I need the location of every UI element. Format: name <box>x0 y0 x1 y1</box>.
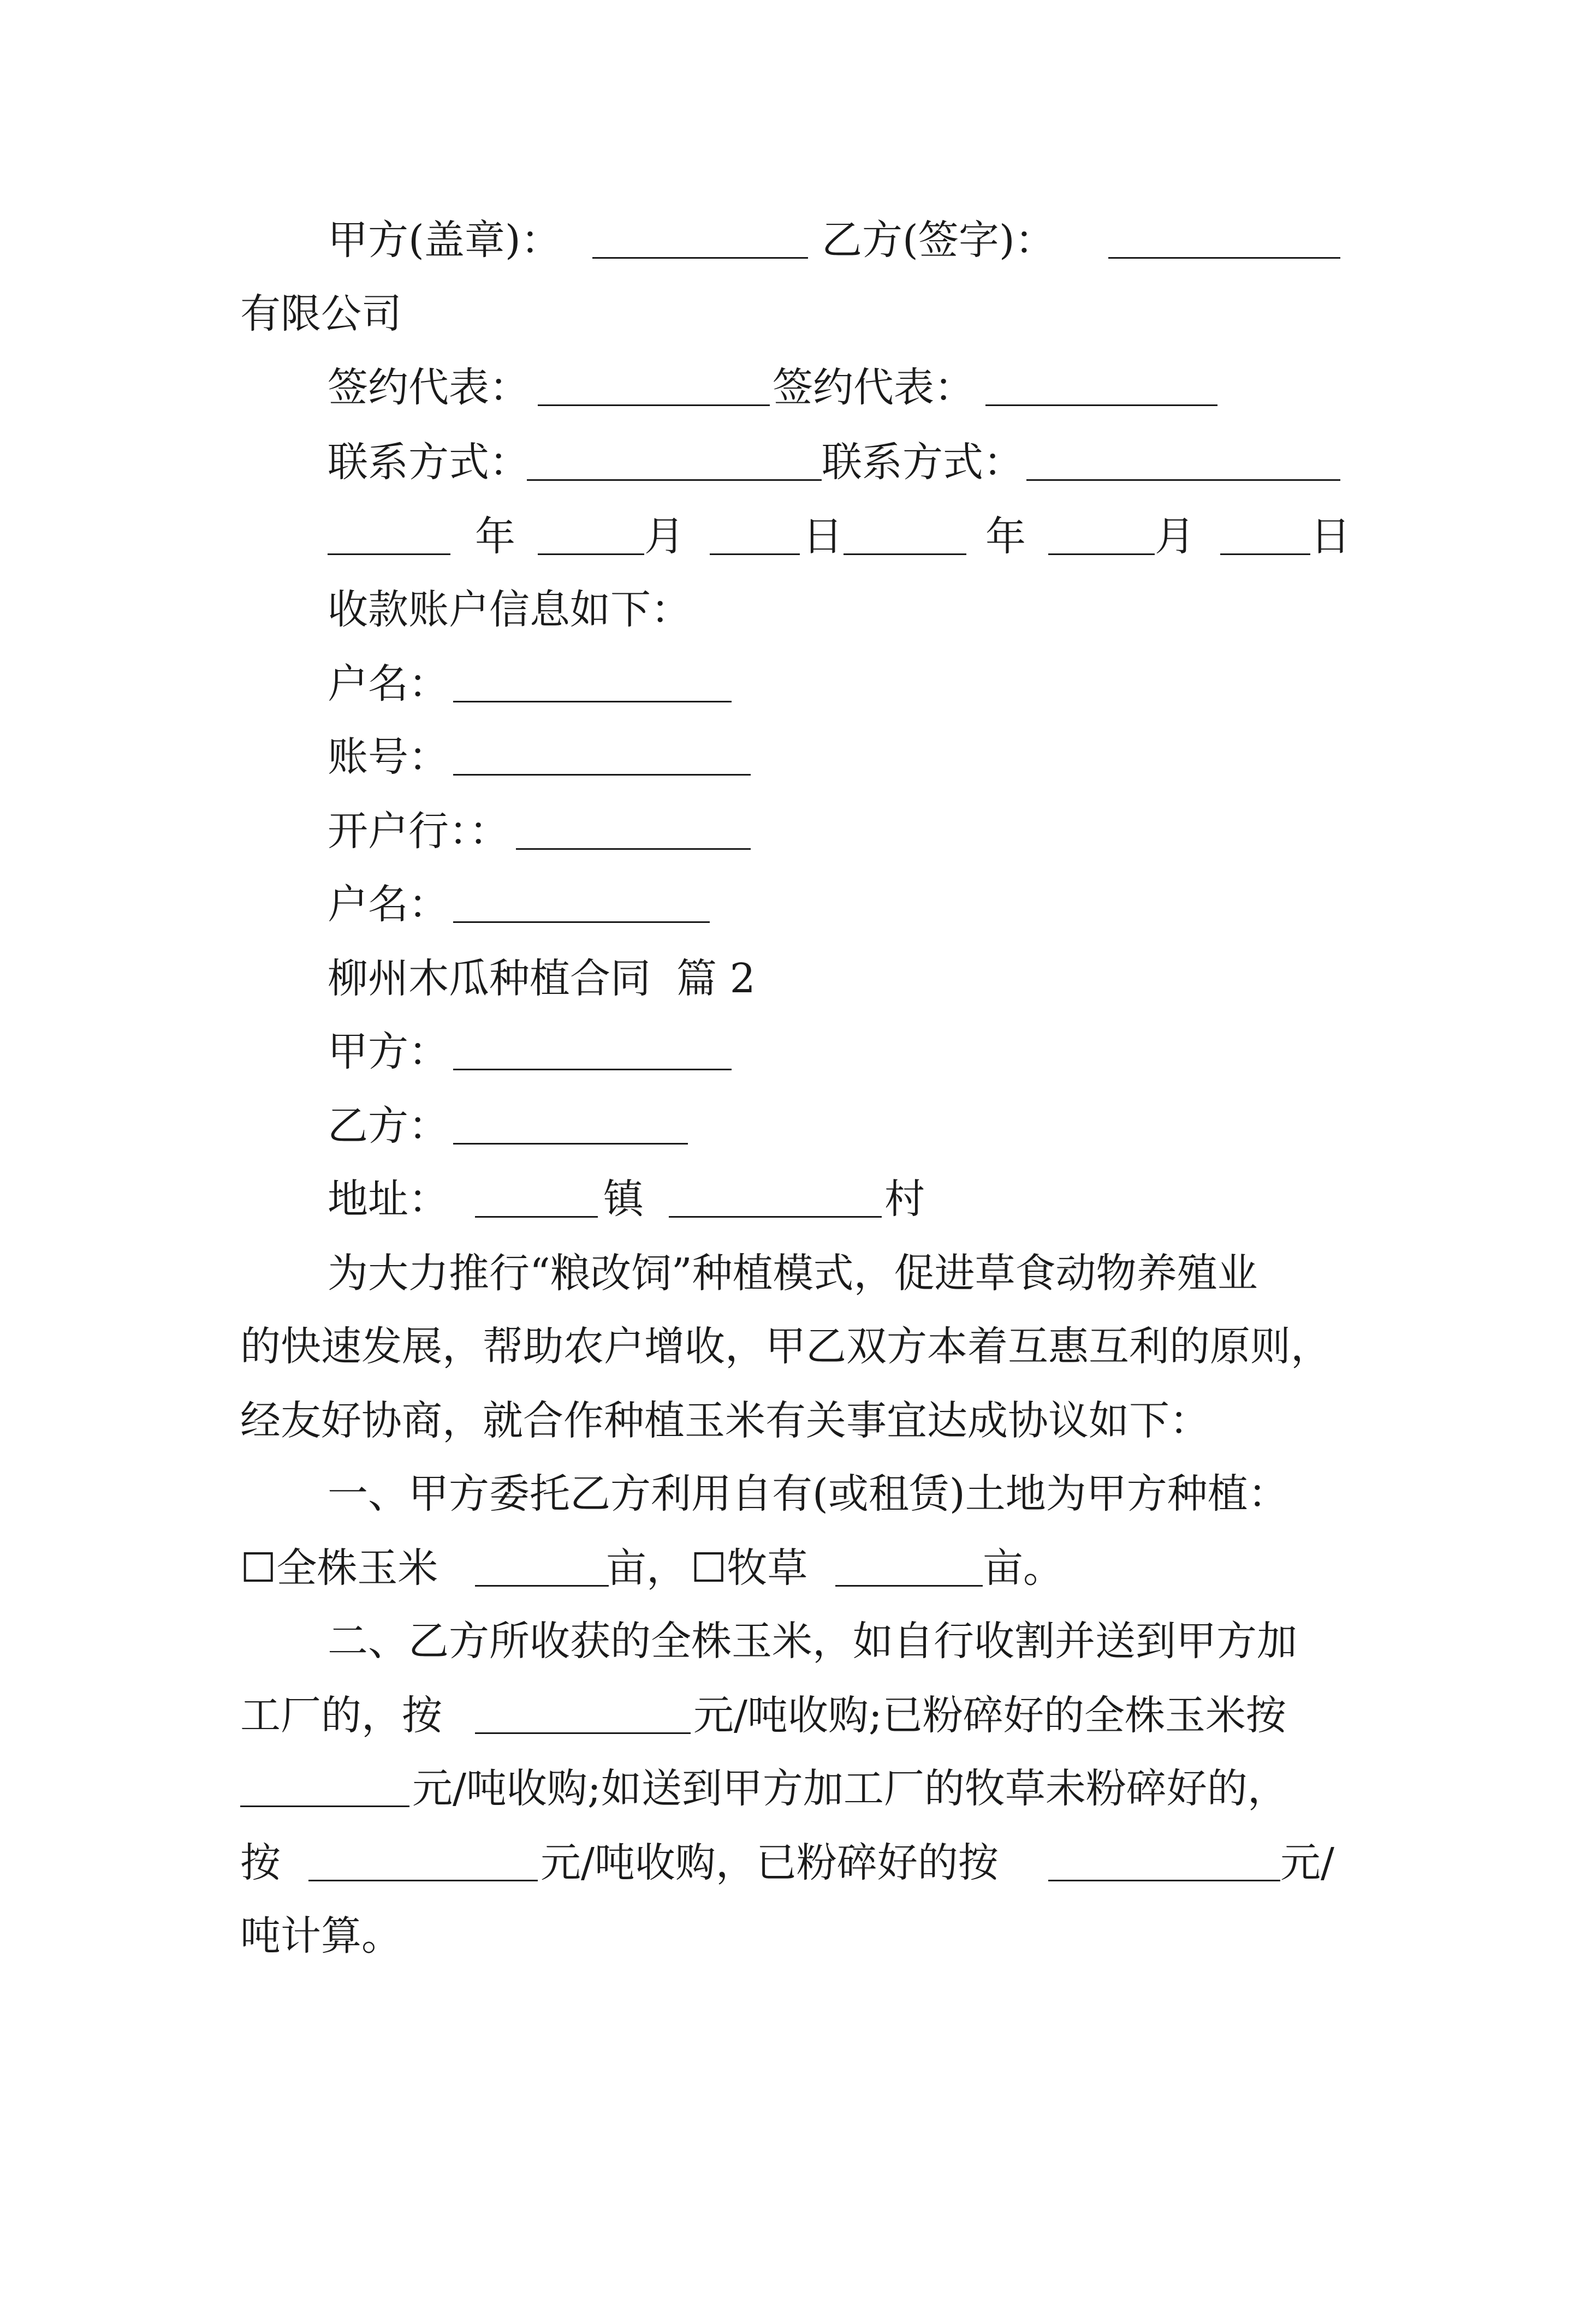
bank-name-blank[interactable] <box>516 848 751 850</box>
account-name-label: 户名： <box>328 660 449 707</box>
rep-b-blank[interactable] <box>985 404 1217 406</box>
section2-party-a-blank[interactable] <box>453 1069 732 1070</box>
company-suffix-line <box>0 278 1580 349</box>
clause2-line-2 <box>0 1680 1580 1751</box>
party-b-blank[interactable] <box>1108 257 1340 259</box>
month-a-blank[interactable] <box>538 553 644 555</box>
section2-party-b-label: 乙方： <box>328 1103 449 1149</box>
rep-a-label: 签约代表： <box>328 364 530 411</box>
signature-line-parties <box>0 205 1580 276</box>
corn-mu-label: 亩， <box>606 1545 687 1592</box>
price-blank-2[interactable] <box>240 1805 409 1807</box>
village-blank[interactable] <box>669 1216 882 1218</box>
clause2-line-4 <box>0 1827 1580 1898</box>
year-a-label: 年 <box>475 513 515 560</box>
village-label: 村 <box>884 1176 925 1223</box>
bank-name-line <box>0 796 1580 867</box>
account-name-line <box>0 648 1580 719</box>
account-no-line <box>0 722 1580 792</box>
clause2-text-4c: 元/ <box>1280 1839 1334 1886</box>
contact-a-label: 联系方式： <box>328 439 530 486</box>
contact-b-label: 联系方式： <box>822 439 1024 486</box>
account-name-blank[interactable] <box>453 701 732 702</box>
clause1-text-1: 一、甲方委托乙方利用自有(或租赁)土地为甲方种植： <box>328 1470 1288 1517</box>
clause2-text-1: 二、乙方所收获的全株玉米，如自行收割并送到甲方加 <box>328 1618 1297 1665</box>
section2-party-a-line <box>0 1016 1580 1087</box>
contact-b-blank[interactable] <box>1026 479 1340 481</box>
intro-text-2: 的快速发展，帮助农户增收，甲乙双方本着互惠互利的原则， <box>240 1323 1331 1370</box>
rep-b-label: 签约代表： <box>773 364 975 411</box>
bank-heading: 收款账户信息如下： <box>328 586 691 633</box>
day-a-blank[interactable] <box>710 553 800 555</box>
section2-address-label: 地址： <box>328 1176 449 1223</box>
section2-title: 柳州木瓜种植合同 篇 2 <box>328 955 756 1002</box>
account-name-2-line <box>0 869 1580 940</box>
corn-checkbox-label[interactable]: ☐全株玉米 <box>240 1545 438 1592</box>
intro-line-3 <box>0 1385 1580 1456</box>
intro-text-1: 为大力推行“粮改饲”种植模式，促进草食动物养殖业 <box>328 1250 1258 1297</box>
clause1-line-1 <box>0 1458 1580 1529</box>
day-b-blank[interactable] <box>1220 553 1310 555</box>
party-b-sign-label: 乙方(签字)： <box>822 217 1055 264</box>
clause2-line-5 <box>0 1900 1580 1971</box>
signature-line-dates <box>0 501 1580 572</box>
clause1-line-2 <box>0 1533 1580 1604</box>
party-a-seal-label: 甲方(盖章)： <box>328 217 561 264</box>
company-suffix: 有限公司 <box>240 290 402 337</box>
signature-line-contacts <box>0 427 1580 498</box>
intro-text-3: 经友好协商，就合作种植玉米有关事宜达成协议如下： <box>240 1397 1210 1444</box>
price-blank-3[interactable] <box>308 1880 538 1881</box>
year-b-blank[interactable] <box>844 553 966 555</box>
price-blank-1[interactable] <box>475 1732 691 1734</box>
signature-line-reps <box>0 352 1580 423</box>
grass-mu-blank[interactable] <box>835 1585 983 1587</box>
town-blank[interactable] <box>475 1216 598 1218</box>
clause2-line-3 <box>0 1753 1580 1824</box>
clause2-text-4a: 按 <box>240 1839 281 1886</box>
bank-name-label: 开户行：： <box>328 808 509 855</box>
grass-mu-label: 亩。 <box>983 1545 1064 1592</box>
account-name-2-blank[interactable] <box>453 921 710 923</box>
month-b-blank[interactable] <box>1048 553 1155 555</box>
clause2-text-2b: 元/吨收购;已粉碎好的全株玉米按 <box>693 1692 1286 1739</box>
section2-title-line <box>0 943 1580 1014</box>
grass-checkbox-label[interactable]: ☐牧草 <box>691 1545 808 1592</box>
clause2-line-1 <box>0 1606 1580 1677</box>
account-no-blank[interactable] <box>453 774 751 776</box>
clause2-text-3: 元/吨收购;如送到甲方加工厂的牧草未粉碎好的， <box>412 1765 1288 1812</box>
corn-mu-blank[interactable] <box>475 1585 609 1587</box>
price-blank-4[interactable] <box>1048 1880 1280 1881</box>
rep-a-blank[interactable] <box>538 404 770 406</box>
intro-line-1 <box>0 1238 1580 1309</box>
party-a-blank[interactable] <box>592 257 808 259</box>
section2-party-a-label: 甲方： <box>328 1028 449 1075</box>
day-b-label: 日 <box>1310 513 1351 560</box>
day-a-label: 日 <box>803 513 843 560</box>
section2-party-b-blank[interactable] <box>453 1143 688 1145</box>
bank-heading-line <box>0 574 1580 645</box>
clause2-text-4b: 元/吨收购，已粉碎好的按 <box>540 1839 999 1886</box>
section2-address-line <box>0 1164 1580 1235</box>
intro-line-2 <box>0 1311 1580 1382</box>
clause2-text-5: 吨计算。 <box>240 1912 402 1959</box>
contact-a-blank[interactable] <box>527 479 822 481</box>
account-no-label: 账号： <box>328 734 449 780</box>
section2-party-b-line <box>0 1091 1580 1161</box>
month-a-label: 月 <box>644 513 685 560</box>
account-name-2-label: 户名： <box>328 881 449 928</box>
clause2-text-2a: 工厂的，按 <box>240 1692 442 1739</box>
year-b-label: 年 <box>985 513 1026 560</box>
year-a-blank[interactable] <box>328 553 450 555</box>
town-label: 镇 <box>603 1176 644 1223</box>
month-b-label: 月 <box>1155 513 1195 560</box>
